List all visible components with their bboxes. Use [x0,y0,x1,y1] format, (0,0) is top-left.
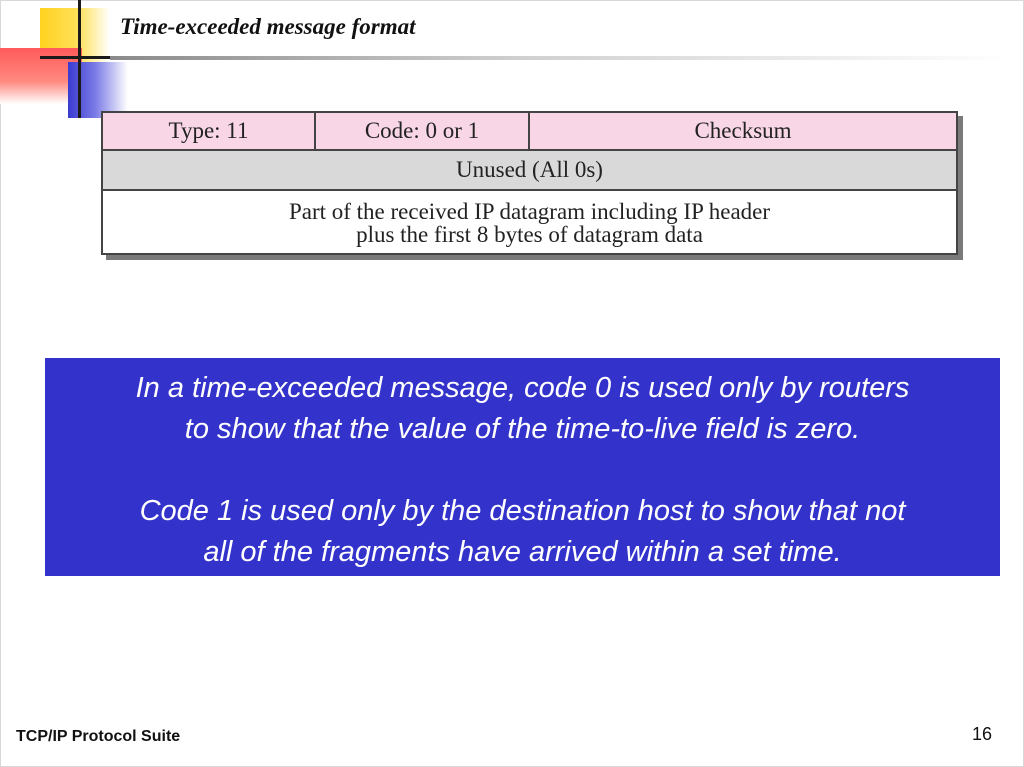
note-line-4: all of the fragments have arrived within a set time. [203,536,842,568]
note-line-3: Code 1 is used only by the destination host to show that not [139,495,906,527]
corner-logo-icon [0,0,140,120]
page-number: 16 [972,724,993,744]
footer-text: TCP/IP Protocol Suite [16,728,181,745]
type-field: Type: 11 [103,113,316,149]
note-paragraph-gap [45,450,1000,491]
logo-blue-square [68,62,128,118]
header-row [103,113,956,151]
title-underline [110,56,1010,60]
data-field-line-1: Part of the received IP datagram including IP header [288,199,771,224]
code-field: Code: 0 or 1 [316,113,530,149]
note-line-1: In a time-exceeded message, code 0 is used only by routers [135,372,910,404]
slide-title: Time-exceeded message format [120,14,416,39]
data-field-line-2: plus the first 8 bytes of datagram data [356,222,703,247]
checksum-field: Checksum [694,118,792,143]
message-format-diagram [101,111,958,255]
unused-row [103,151,956,191]
note-box [45,358,1000,576]
unused-field: Unused (All 0s) [456,157,603,182]
logo-vertical-line [78,0,81,118]
data-field [103,191,956,253]
note-line-2: to show that the value of the time-to-live field is zero. [184,413,861,445]
data-row [103,191,956,253]
